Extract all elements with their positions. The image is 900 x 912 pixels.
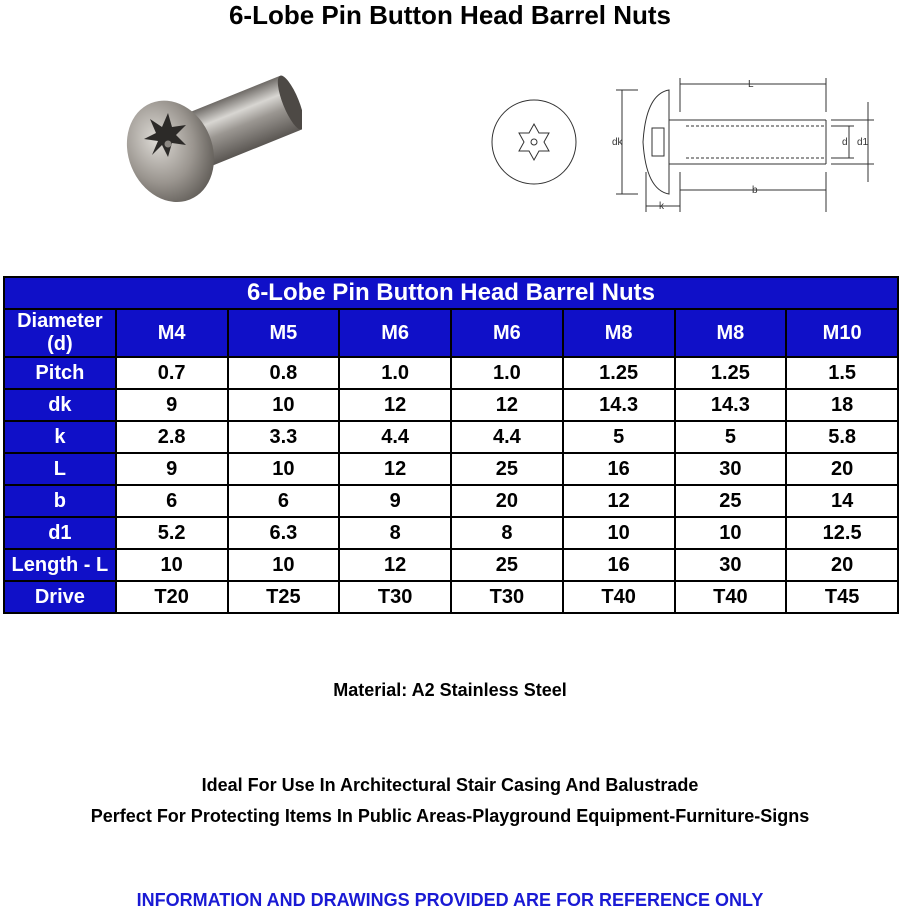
table-cell: 14.3 [675, 389, 787, 421]
barrel-nut-photo [112, 68, 302, 218]
table-heading: 6-Lobe Pin Button Head Barrel Nuts [4, 277, 898, 309]
table-cell: 0.8 [228, 357, 340, 389]
usage-line: Ideal For Use In Architectural Stair Casing And Balustrade [201, 775, 699, 795]
table-cell: 3.3 [228, 421, 340, 453]
table-heading-row [4, 277, 898, 309]
page-title: 6-Lobe Pin Button Head Barrel Nuts [228, 0, 672, 30]
table-cell: 25 [451, 549, 563, 581]
table-row [4, 421, 898, 453]
row-label: Pitch [4, 357, 116, 389]
table-cell: 1.0 [451, 357, 563, 389]
table-cell: T25 [228, 581, 340, 613]
table-cell: 18 [786, 389, 898, 421]
table-row [4, 549, 898, 581]
size-cell: M10 [786, 309, 898, 357]
table-cell: 30 [675, 453, 787, 485]
table-cell: 10 [228, 389, 340, 421]
table-cell: 8 [451, 517, 563, 549]
spec-table [3, 276, 899, 614]
usage-line: Perfect For Protecting Items In Public Areas-Playground Equipment-Furniture-Signs [90, 806, 810, 826]
table-cell: 14 [786, 485, 898, 517]
row-label: Length - L [4, 549, 116, 581]
table-row [4, 485, 898, 517]
table-cell: T40 [675, 581, 787, 613]
row-label: dk [4, 389, 116, 421]
table-cell: 25 [675, 485, 787, 517]
table-cell: 12 [563, 485, 675, 517]
table-cell: 1.0 [339, 357, 451, 389]
table-cell: 12 [339, 389, 451, 421]
dim-label-d1: d1 [857, 137, 869, 148]
row-label: Drive [4, 581, 116, 613]
table-cell: 1.5 [786, 357, 898, 389]
table-row [4, 581, 898, 613]
table-cell: 5.8 [786, 421, 898, 453]
table-cell: 16 [563, 549, 675, 581]
table-cell: 30 [675, 549, 787, 581]
technical-drawing [486, 72, 886, 222]
size-cell: M4 [116, 309, 228, 357]
table-cell: 10 [228, 549, 340, 581]
material-note: Material: A2 Stainless Steel [333, 680, 567, 700]
table-cell: 6 [116, 485, 228, 517]
size-cell: M6 [339, 309, 451, 357]
table-cell: T40 [563, 581, 675, 613]
table-cell: 5 [563, 421, 675, 453]
disclaimer: INFORMATION AND DRAWINGS PROVIDED ARE FOR REFERENCE ONLY [136, 890, 764, 910]
row-label: d1 [4, 517, 116, 549]
table-cell: 9 [339, 485, 451, 517]
table-cell: 12 [339, 453, 451, 485]
table-cell: 16 [563, 453, 675, 485]
table-cell: 5.2 [116, 517, 228, 549]
dim-label-b: b [752, 185, 758, 196]
table-cell: 20 [786, 453, 898, 485]
table-row [4, 453, 898, 485]
size-header-label: Diameter (d) [4, 309, 116, 357]
table-cell: 1.25 [675, 357, 787, 389]
dim-label-d: d [842, 137, 848, 148]
table-cell: 4.4 [451, 421, 563, 453]
size-cell: M8 [563, 309, 675, 357]
table-cell: 10 [675, 517, 787, 549]
size-header-row [4, 309, 898, 357]
table-cell: 20 [451, 485, 563, 517]
table-cell: T30 [451, 581, 563, 613]
row-label: k [4, 421, 116, 453]
table-cell: T30 [339, 581, 451, 613]
table-cell: 5 [675, 421, 787, 453]
table-cell: 9 [116, 389, 228, 421]
usage-notes [0, 770, 900, 832]
table-cell: T45 [786, 581, 898, 613]
table-row [4, 389, 898, 421]
table-cell: 10 [563, 517, 675, 549]
size-cell: M6 [451, 309, 563, 357]
dim-label-L: L [748, 79, 754, 90]
table-cell: 8 [339, 517, 451, 549]
table-cell: 12 [339, 549, 451, 581]
table-row [4, 357, 898, 389]
table-row [4, 517, 898, 549]
table-cell: 12.5 [786, 517, 898, 549]
table-cell: 12 [451, 389, 563, 421]
table-cell: 0.7 [116, 357, 228, 389]
table-cell: 2.8 [116, 421, 228, 453]
dim-label-dk: dk [612, 137, 623, 148]
size-cell: M8 [675, 309, 787, 357]
size-cell: M5 [228, 309, 340, 357]
table-cell: 10 [116, 549, 228, 581]
table-cell: 1.25 [563, 357, 675, 389]
table-cell: 6.3 [228, 517, 340, 549]
row-label: L [4, 453, 116, 485]
dim-label-k: k [659, 201, 664, 212]
row-label: b [4, 485, 116, 517]
table-cell: 9 [116, 453, 228, 485]
table-cell: T20 [116, 581, 228, 613]
table-cell: 6 [228, 485, 340, 517]
table-cell: 10 [228, 453, 340, 485]
table-cell: 4.4 [339, 421, 451, 453]
table-cell: 25 [451, 453, 563, 485]
table-cell: 14.3 [563, 389, 675, 421]
spec-table-body [4, 357, 898, 613]
table-cell: 20 [786, 549, 898, 581]
